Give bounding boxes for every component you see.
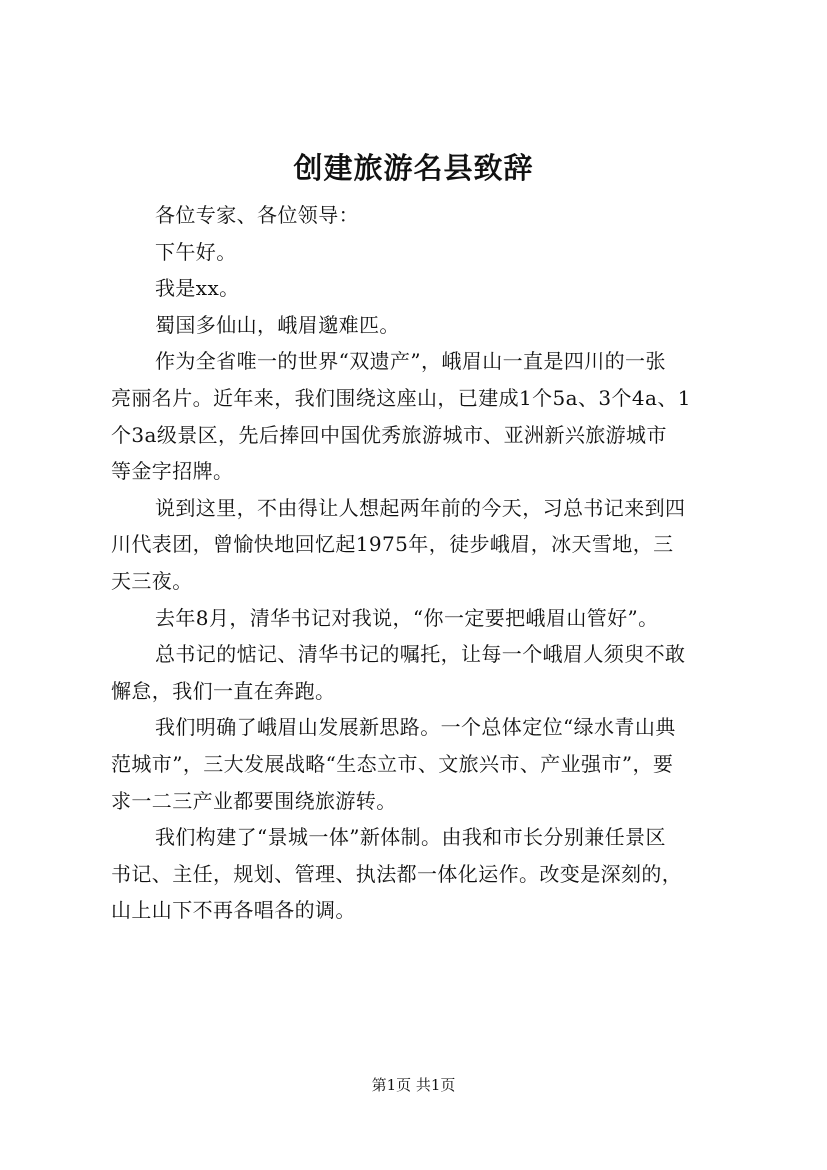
text-line: 下午好。 (155, 239, 237, 264)
paragraph-greeting-audience (111, 197, 731, 234)
text-line: 蜀国多仙山，峨眉邈难匹。 (155, 312, 400, 337)
paragraph-entrustment (111, 636, 731, 709)
page-footer: 第1页 共1页 (371, 1076, 456, 1094)
paragraph-development-approach (111, 709, 731, 819)
text-line: 个3a级景区，先后捧回中国优秀旅游城市、亚洲新兴旅游城市 (111, 422, 667, 447)
text-line: 山上山下不再各唱各的调。 (111, 898, 356, 923)
text-line: 求一二三产业都要围绕旅游转。 (111, 788, 397, 813)
text-line: 范城市”，三大发展战略“生态立市、文旅兴市、产业强市”，要 (111, 751, 674, 776)
paragraph-recollection (111, 490, 731, 600)
paragraph-self-introduction (111, 270, 731, 307)
document-title: 创建旅游名县致辞 (293, 151, 534, 185)
document-body (111, 197, 731, 929)
text-line: 懈怠，我们一直在奔跑。 (111, 678, 336, 703)
text-line: 说到这里，不由得让人想起两年前的今天，习总书记来到四 (155, 495, 686, 520)
paragraph-world-heritage (111, 343, 731, 489)
text-line: 去年8月，清华书记对我说，“你一定要把峨眉山管好”。 (155, 605, 659, 630)
text-line: 等金字招牌。 (111, 459, 234, 484)
text-line: 天三夜。 (111, 568, 193, 593)
text-line: 总书记的惦记、清华书记的嘱托，让每一个峨眉人须臾不敢 (155, 642, 686, 667)
paragraph-new-system (111, 819, 731, 929)
text-line: 我是xx。 (155, 276, 240, 301)
text-line: 书记、主任，规划、管理、执法都一体化运作。改变是深刻的， (111, 861, 683, 886)
text-line: 各位专家、各位领导： (155, 203, 359, 227)
paragraph-poem-quote (111, 307, 731, 344)
text-line: 亮丽名片。近年来，我们围绕这座山，已建成1个5a、3个4a、1 (111, 385, 691, 410)
paragraph-instruction-quote (111, 600, 731, 637)
paragraph-good-afternoon (111, 234, 731, 271)
text-line: 川代表团，曾愉快地回忆起1975年，徒步峨眉，冰天雪地，三 (111, 532, 674, 557)
text-line: 我们构建了“景城一体”新体制。由我和市长分别兼任景区 (155, 825, 666, 850)
text-line: 作为全省唯一的世界“双遗产”，峨眉山一直是四川的一张 (155, 349, 666, 374)
text-line: 我们明确了峨眉山发展新思路。一个总体定位“绿水青山典 (155, 715, 676, 740)
